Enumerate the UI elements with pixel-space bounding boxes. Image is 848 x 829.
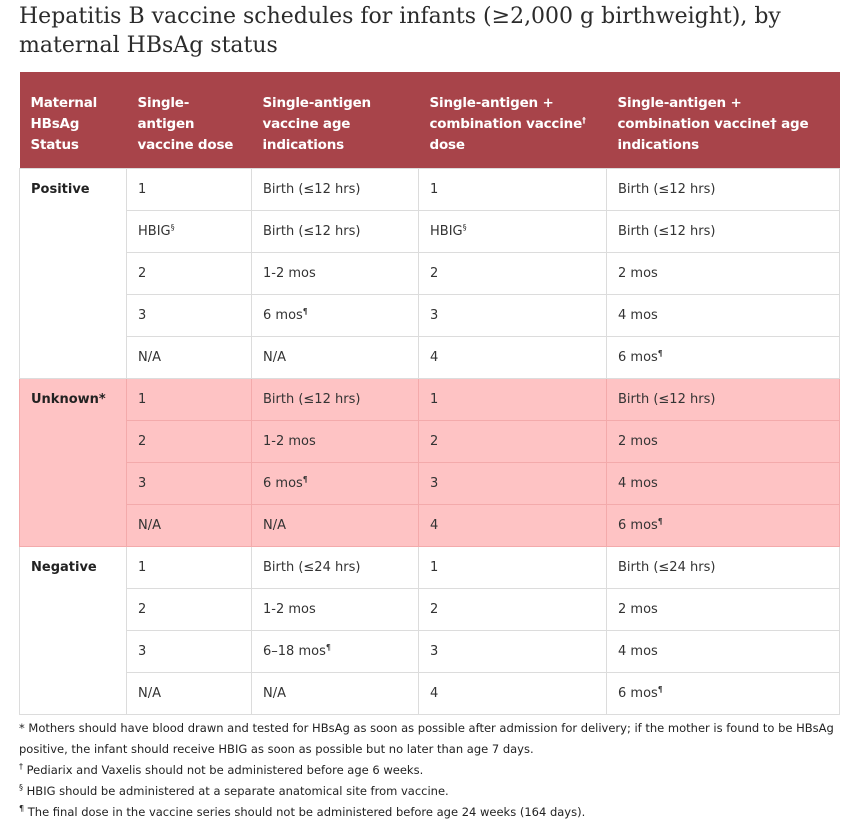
table-body <box>20 169 840 715</box>
combination-age-cell: Birth (≤24 hrs) <box>607 547 840 589</box>
combination-dose-cell: 4 <box>419 337 607 379</box>
combination-age-cell: 2 mos <box>607 253 840 295</box>
combination-age-cell: 6 mos¶ <box>607 505 840 547</box>
combination-age-cell: Birth (≤12 hrs) <box>607 211 840 253</box>
combination-dose-cell: 3 <box>419 463 607 505</box>
single-antigen-age-cell: N/A <box>252 337 419 379</box>
single-antigen-age-cell: N/A <box>252 505 419 547</box>
combination-age-cell: 4 mos <box>607 295 840 337</box>
footnote-dagger: † Pediarix and Vaxelis should not be administered before age 6 weeks. <box>19 762 424 777</box>
table-row <box>20 295 840 337</box>
header-maternal-status: Maternal HBsAg Status <box>20 72 127 169</box>
combination-dose-cell: 1 <box>419 379 607 421</box>
single-antigen-dose-cell: HBIG§ <box>127 211 252 253</box>
dagger-mark: † <box>582 116 586 125</box>
vaccine-schedule-table <box>19 72 840 715</box>
table-row <box>20 673 840 715</box>
combination-dose-cell: 4 <box>419 673 607 715</box>
single-antigen-age-cell: 1-2 mos <box>252 253 419 295</box>
table-row <box>20 253 840 295</box>
table-row <box>20 631 840 673</box>
single-antigen-age-cell: 6 mos¶ <box>252 295 419 337</box>
single-antigen-age-cell: Birth (≤12 hrs) <box>252 379 419 421</box>
header-single-antigen-dose: Single-antigen vaccine dose <box>127 72 252 169</box>
footnote-section: § HBIG should be administered at a separate anatomical site from vaccine. <box>19 783 449 798</box>
single-antigen-dose-cell: 1 <box>127 547 252 589</box>
footnote-pilcrow: ¶ The final dose in the vaccine series should not be administered before age 24 weeks (164 days). <box>19 804 586 819</box>
maternal-status-cell: Negative <box>20 547 127 715</box>
combination-dose-cell: 4 <box>419 505 607 547</box>
page-title: Hepatitis B vaccine schedules for infants (≥2,000 g birthweight), by maternal HBsAg status <box>19 4 781 58</box>
combination-dose-cell: HBIG§ <box>419 211 607 253</box>
table-row <box>20 421 840 463</box>
combination-dose-cell: 2 <box>419 589 607 631</box>
single-antigen-age-cell: N/A <box>252 673 419 715</box>
combination-dose-cell: 1 <box>419 547 607 589</box>
combination-age-cell: 6 mos¶ <box>607 337 840 379</box>
combination-dose-cell: 1 <box>419 169 607 211</box>
header-combination-dose-tail: dose <box>429 137 465 153</box>
single-antigen-age-cell: Birth (≤24 hrs) <box>252 547 419 589</box>
single-antigen-age-cell: Birth (≤12 hrs) <box>252 169 419 211</box>
maternal-status-cell: Positive <box>20 169 127 379</box>
single-antigen-dose-cell: 2 <box>127 421 252 463</box>
table-row <box>20 505 840 547</box>
table-row <box>20 169 840 211</box>
header-single-antigen-age: Single-antigen vaccine age indications <box>252 72 419 169</box>
combination-dose-cell: 2 <box>419 253 607 295</box>
single-antigen-age-cell: 1-2 mos <box>252 589 419 631</box>
single-antigen-age-cell: 1-2 mos <box>252 421 419 463</box>
single-antigen-age-cell: Birth (≤12 hrs) <box>252 211 419 253</box>
combination-dose-cell: 2 <box>419 421 607 463</box>
header-combination-age: Single-antigen + combination vaccine† age indications <box>607 72 840 169</box>
single-antigen-dose-cell: 2 <box>127 589 252 631</box>
single-antigen-dose-cell: 1 <box>127 169 252 211</box>
single-antigen-dose-cell: 2 <box>127 253 252 295</box>
table-row <box>20 379 840 421</box>
combination-age-cell: Birth (≤12 hrs) <box>607 379 840 421</box>
table-row <box>20 337 840 379</box>
header-combination-dose <box>419 72 607 169</box>
combination-age-cell: 4 mos <box>607 631 840 673</box>
combination-age-cell: 2 mos <box>607 421 840 463</box>
table-row <box>20 211 840 253</box>
combination-dose-cell: 3 <box>419 631 607 673</box>
single-antigen-dose-cell: N/A <box>127 673 252 715</box>
table-row <box>20 589 840 631</box>
combination-age-cell: 6 mos¶ <box>607 673 840 715</box>
footnotes <box>19 718 841 823</box>
footnote-unknown: * Mothers should have blood drawn and tested for HBsAg as soon as possible after admission for delivery; if the mother is found to be HBsAg positive, the infant should receive HBIG as soon as possible but no later than age 7 days. <box>19 721 834 756</box>
combination-age-cell: 2 mos <box>607 589 840 631</box>
single-antigen-dose-cell: N/A <box>127 505 252 547</box>
single-antigen-dose-cell: 3 <box>127 463 252 505</box>
combination-age-cell: 4 mos <box>607 463 840 505</box>
single-antigen-dose-cell: 3 <box>127 631 252 673</box>
table-row <box>20 547 840 589</box>
combination-age-cell: Birth (≤12 hrs) <box>607 169 840 211</box>
header-combination-dose-label: Single-antigen + combination vaccine <box>429 95 583 132</box>
table-row <box>20 463 840 505</box>
single-antigen-dose-cell: N/A <box>127 337 252 379</box>
combination-dose-cell: 3 <box>419 295 607 337</box>
table-header-row <box>20 72 840 169</box>
single-antigen-dose-cell: 3 <box>127 295 252 337</box>
single-antigen-dose-cell: 1 <box>127 379 252 421</box>
single-antigen-age-cell: 6–18 mos¶ <box>252 631 419 673</box>
single-antigen-age-cell: 6 mos¶ <box>252 463 419 505</box>
maternal-status-cell: Unknown* <box>20 379 127 547</box>
